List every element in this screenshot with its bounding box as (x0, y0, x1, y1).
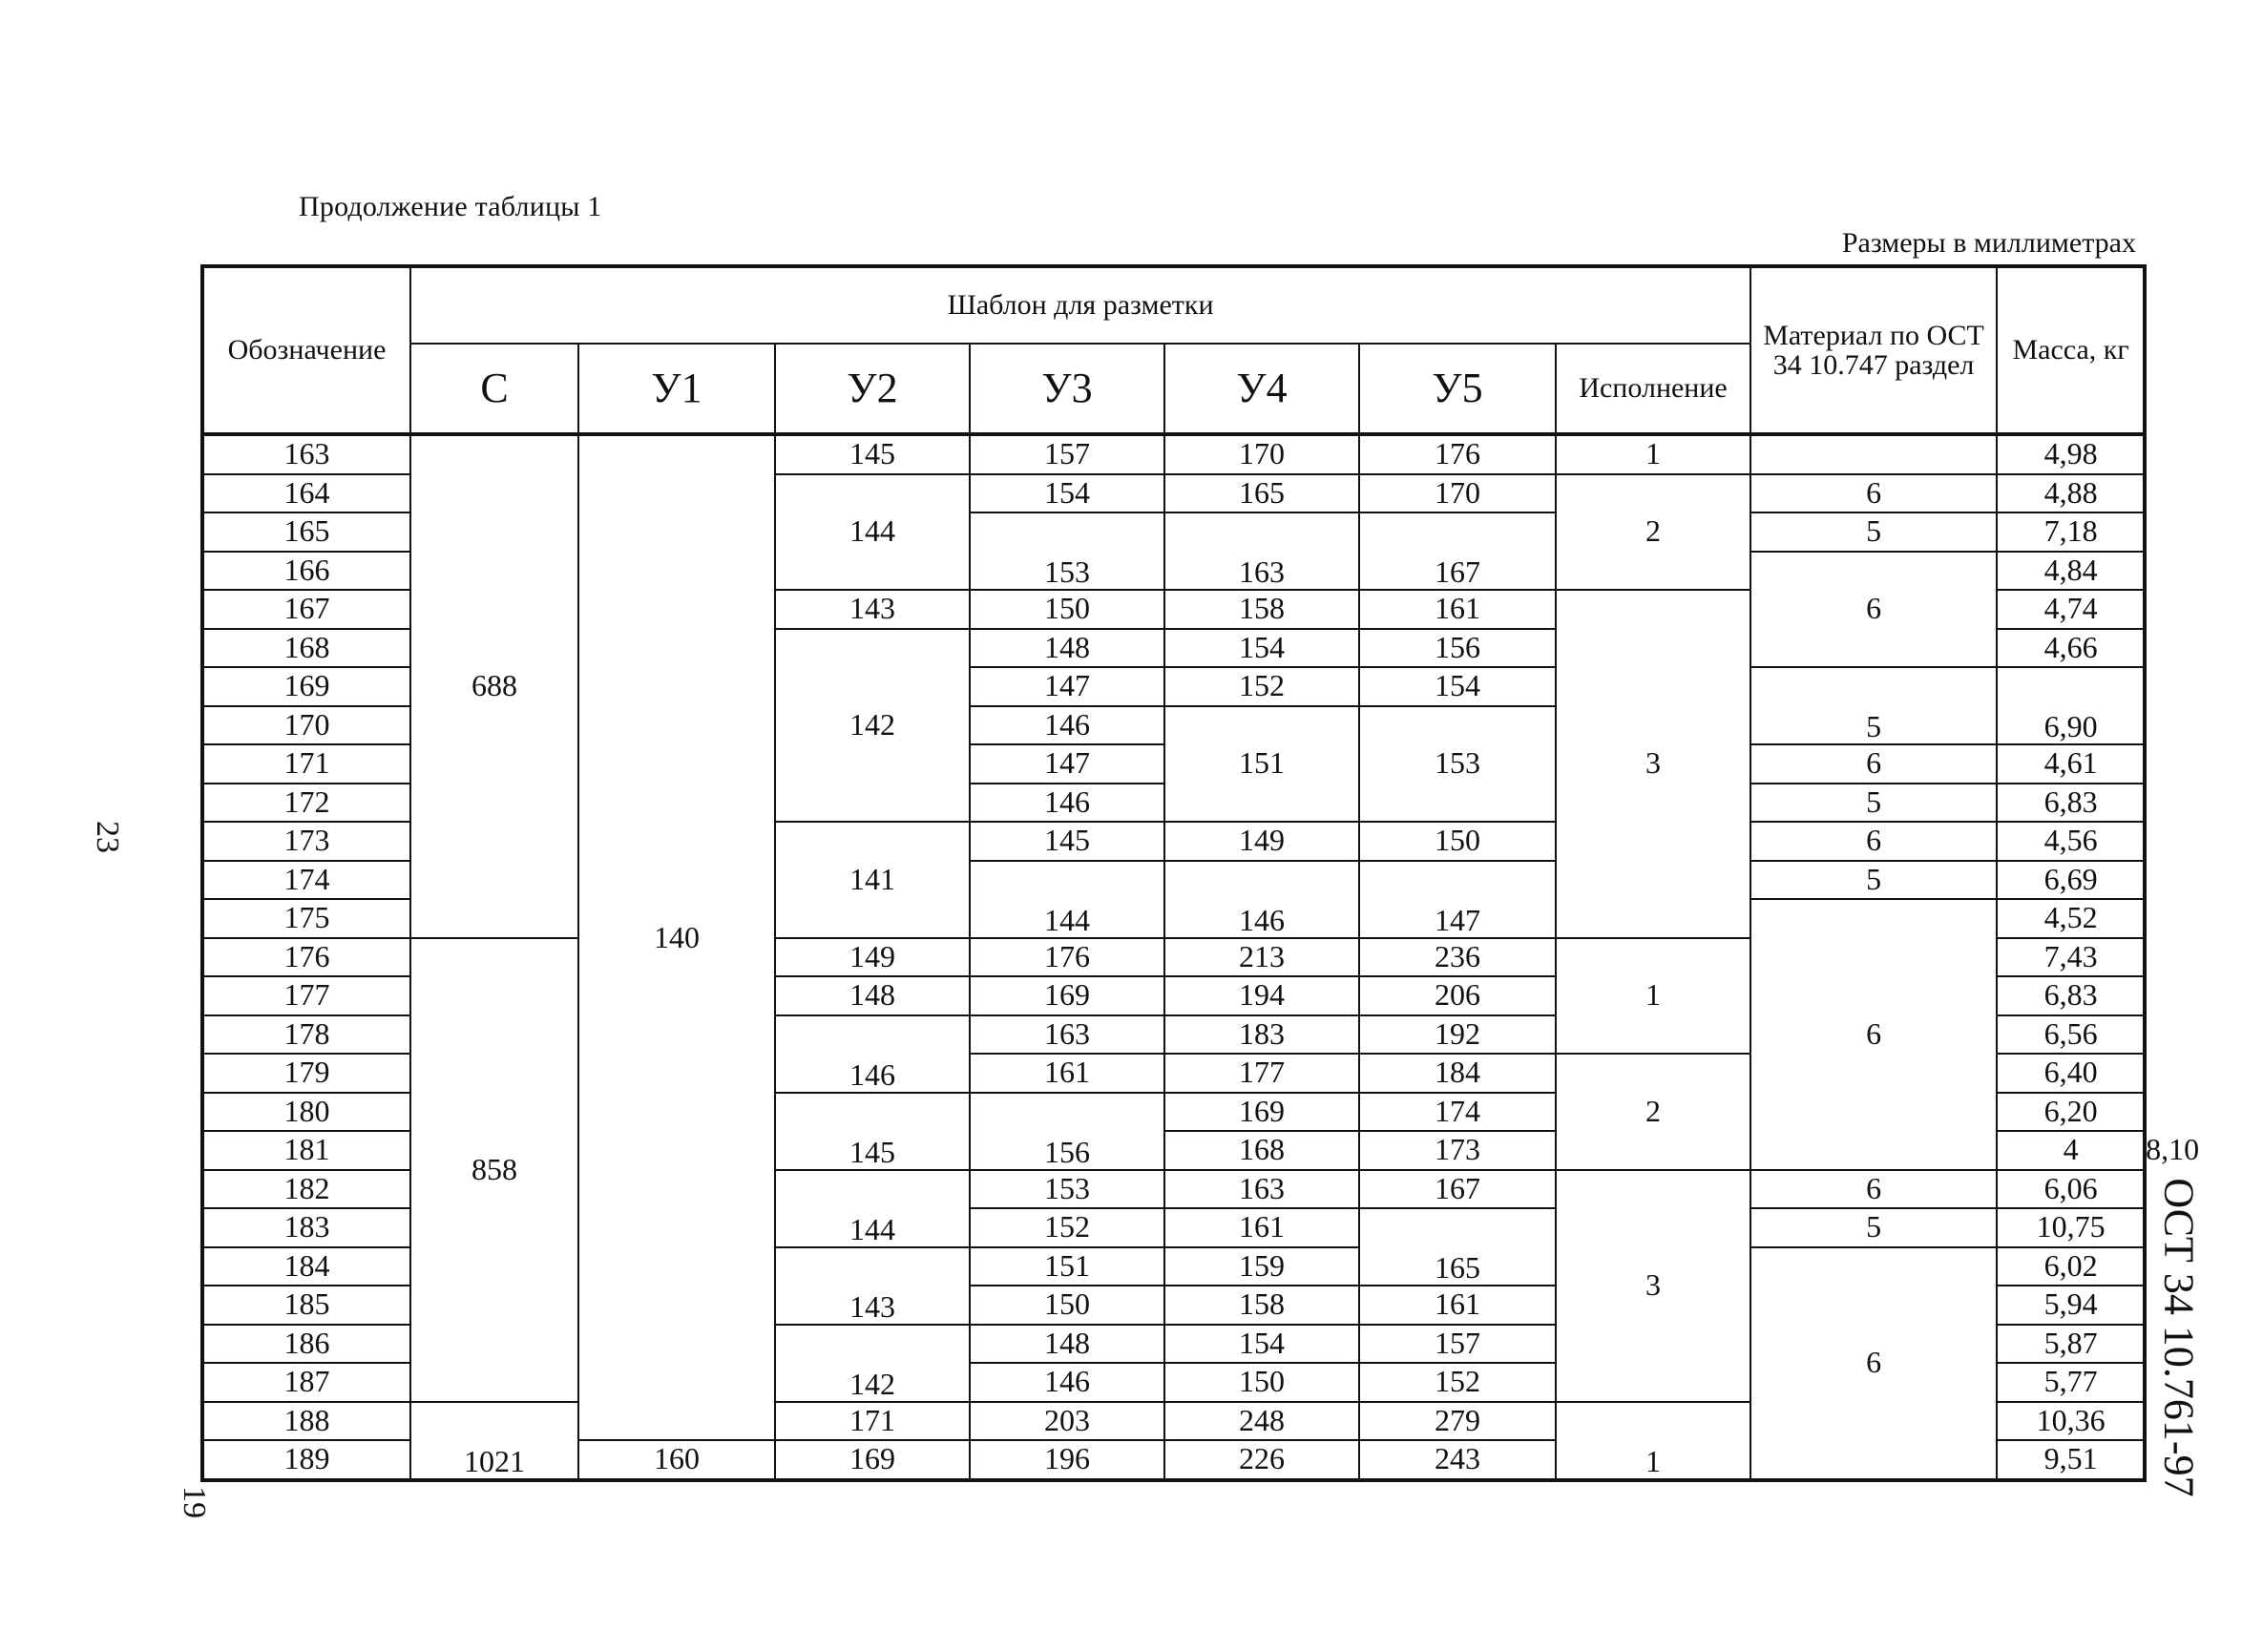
cell-mass: 4,84 (1997, 552, 2145, 591)
cell-y3: 146 (970, 706, 1164, 745)
cell-y3: 146 (970, 1363, 1164, 1402)
cell-y5: 192 (1359, 1015, 1556, 1055)
cell-y4: 170 (1164, 434, 1359, 474)
cell-y3: 169 (970, 976, 1164, 1015)
header-template-group: Шаблон для разметки (410, 266, 1750, 344)
cell-mass: 7,18 (1997, 512, 2145, 552)
cell-mass: 4,52 (1997, 899, 2145, 938)
cell-y2: 141 (775, 822, 970, 938)
cell-y4: 194 (1164, 976, 1359, 1015)
header-y3: У3 (970, 344, 1164, 434)
cell-y4: 168 (1164, 1131, 1359, 1170)
cell-y2: 149 (775, 938, 970, 977)
cell-y2: 145 (775, 434, 970, 474)
cell-designation: 176 (202, 938, 410, 977)
cell-material: 5 (1750, 512, 1997, 552)
cell-c: 858 (410, 938, 578, 1402)
cell-y1: 160 (578, 1440, 775, 1480)
cell-mass: 4,66 (1997, 629, 2145, 668)
cell-y3: 203 (970, 1402, 1164, 1441)
cell-y5: 161 (1359, 590, 1556, 629)
cell-y4: 150 (1164, 1363, 1359, 1402)
cell-designation: 175 (202, 899, 410, 938)
cell-y5: 279 (1359, 1402, 1556, 1441)
cell-y5: 167 (1359, 512, 1556, 590)
cell-y3: 147 (970, 744, 1164, 784)
cell-y5: 157 (1359, 1325, 1556, 1364)
cell-y5: 173 (1359, 1131, 1556, 1170)
page-number-left: 23 (90, 821, 125, 853)
cell-designation: 186 (202, 1325, 410, 1364)
cell-y2: 146 (775, 1015, 970, 1093)
cell-y3: 150 (970, 590, 1164, 629)
cell-mass: 6,83 (1997, 976, 2145, 1015)
cell-mass: 7,43 (1997, 938, 2145, 977)
cell-y5: 176 (1359, 434, 1556, 474)
cell-designation: 173 (202, 822, 410, 861)
cell-designation: 172 (202, 784, 410, 823)
cell-y3: 161 (970, 1054, 1164, 1093)
cell-mass: 4,74 (1997, 590, 2145, 629)
cell-mass: 5,77 (1997, 1363, 2145, 1402)
cell-designation: 179 (202, 1054, 410, 1093)
header-c: С (410, 344, 578, 434)
cell-mass: 6,40 (1997, 1054, 2145, 1093)
cell-y5: 236 (1359, 938, 1556, 977)
cell-y4: 169 (1164, 1093, 1359, 1132)
cell-y2: 145 (775, 1093, 970, 1170)
table-row (202, 434, 2145, 474)
cell-designation: 177 (202, 976, 410, 1015)
cell-y2: 144 (775, 474, 970, 591)
cell-y4: 248 (1164, 1402, 1359, 1441)
cell-designation: 169 (202, 667, 410, 706)
header-y2: У2 (775, 344, 970, 434)
cell-y2: 142 (775, 629, 970, 823)
cell-designation: 185 (202, 1286, 410, 1325)
cell-material: 6 (1750, 744, 1997, 784)
cell-y5: 153 (1359, 706, 1556, 823)
cell-execution: 2 (1556, 474, 1750, 591)
cell-designation: 187 (202, 1363, 410, 1402)
cell-c: 1021 (410, 1402, 578, 1480)
cell-y2: 171 (775, 1402, 970, 1441)
cell-y3: 154 (970, 474, 1164, 513)
cell-mass: 6,02 (1997, 1247, 2145, 1286)
cell-y4: 161 (1164, 1208, 1359, 1247)
table-caption: Продолжение таблицы 1 (299, 191, 602, 222)
cell-execution: 2 (1556, 1054, 1750, 1170)
cell-material (1750, 434, 1997, 474)
cell-y4: 226 (1164, 1440, 1359, 1480)
header-designation: Обозначение (202, 266, 410, 434)
cell-material: 6 (1750, 822, 1997, 861)
cell-designation: 164 (202, 474, 410, 513)
cell-designation: 170 (202, 706, 410, 745)
cell-y3: 148 (970, 629, 1164, 668)
cell-y3: 146 (970, 784, 1164, 823)
cell-designation: 171 (202, 744, 410, 784)
cell-designation: 167 (202, 590, 410, 629)
cell-mass: 4,56 (1997, 822, 2145, 861)
cell-execution: 1 (1556, 938, 1750, 1055)
cell-y1: 140 (578, 434, 775, 1440)
cell-execution: 3 (1556, 1170, 1750, 1402)
cell-material: 6 (1750, 1247, 1997, 1480)
cell-y5: 161 (1359, 1286, 1556, 1325)
cell-y3: 152 (970, 1208, 1164, 1247)
cell-designation: 180 (202, 1093, 410, 1132)
cell-y2: 142 (775, 1325, 970, 1402)
cell-material: 5 (1750, 861, 1997, 900)
cell-designation: 168 (202, 629, 410, 668)
cell-designation: 189 (202, 1440, 410, 1480)
cell-y4: 183 (1164, 1015, 1359, 1055)
cell-designation: 184 (202, 1247, 410, 1286)
cell-y4: 152 (1164, 667, 1359, 706)
cell-designation: 166 (202, 552, 410, 591)
header-mass: Масса, кг (1997, 266, 2145, 434)
cell-y4: 159 (1164, 1247, 1359, 1286)
cell-mass: 4,61 (1997, 744, 2145, 784)
cell-y5: 152 (1359, 1363, 1556, 1402)
cell-y5: 170 (1359, 474, 1556, 513)
cell-mass: 6,06 (1997, 1170, 2145, 1209)
cell-y5: 154 (1359, 667, 1556, 706)
table-row: 181 168 173 4 8,10 (202, 1131, 2145, 1170)
cell-y4: 177 (1164, 1054, 1359, 1093)
cell-mass: 4,88 (1997, 474, 2145, 513)
cell-mass: 6,83 (1997, 784, 2145, 823)
cell-y4: 151 (1164, 706, 1359, 823)
cell-y4: 158 (1164, 590, 1359, 629)
cell-y4: 213 (1164, 938, 1359, 977)
cell-mass: 6,20 (1997, 1093, 2145, 1132)
cell-material: 6 (1750, 1170, 1997, 1209)
units-note: Размеры в миллиметрах (1841, 227, 2136, 259)
cell-y4: 158 (1164, 1286, 1359, 1325)
cell-mass: 10,75 (1997, 1208, 2145, 1247)
cell-y4: 163 (1164, 512, 1359, 590)
cell-c: 688 (410, 434, 578, 938)
cell-mass: 5,87 (1997, 1325, 2145, 1364)
cell-mass: 6,56 (1997, 1015, 2145, 1055)
cell-y4: 165 (1164, 474, 1359, 513)
cell-y3: 163 (970, 1015, 1164, 1055)
cell-designation: 174 (202, 861, 410, 900)
cell-y3: 148 (970, 1325, 1164, 1364)
cell-y4: 149 (1164, 822, 1359, 861)
cell-y5: 243 (1359, 1440, 1556, 1480)
cell-designation: 188 (202, 1402, 410, 1441)
cell-y2: 143 (775, 1247, 970, 1325)
cell-y5: 174 (1359, 1093, 1556, 1132)
cell-y3: 156 (970, 1093, 1164, 1170)
cell-designation: 163 (202, 434, 410, 474)
cell-designation: 183 (202, 1208, 410, 1247)
cell-y3: 196 (970, 1440, 1164, 1480)
cell-material: 5 (1750, 1208, 1997, 1247)
cell-y3: 176 (970, 938, 1164, 977)
cell-y3: 150 (970, 1286, 1164, 1325)
cell-execution: 3 (1556, 590, 1750, 938)
cell-y2: 148 (775, 976, 970, 1015)
cell-designation: 178 (202, 1015, 410, 1055)
standard-code: ОСТ 34 10.761-97 (2155, 1178, 2203, 1497)
cell-y3: 144 (970, 861, 1164, 938)
page-number-bottom: 19 (177, 1486, 212, 1518)
cell-y3: 145 (970, 822, 1164, 861)
cell-mass: 6,90 (1997, 667, 2145, 744)
cell-y5: 165 (1359, 1208, 1556, 1286)
cell-designation: 182 (202, 1170, 410, 1209)
cell-y4: 146 (1164, 861, 1359, 938)
cell-material: 5 (1750, 784, 1997, 823)
cell-y5: 167 (1359, 1170, 1556, 1209)
cell-y3: 157 (970, 434, 1164, 474)
cell-mass: 4,98 (1997, 434, 2145, 474)
cell-material: 6 (1750, 552, 1997, 668)
cell-mass: 5,94 (1997, 1286, 2145, 1325)
cell-material: 6 (1750, 899, 1997, 1170)
cell-y2: 143 (775, 590, 970, 629)
cell-material: 4 (1997, 1131, 2145, 1170)
header-execution: Исполнение (1556, 344, 1750, 434)
header-y4: У4 (1164, 344, 1359, 434)
cell-y3: 147 (970, 667, 1164, 706)
header-material: Материал по ОСТ 34 10.747 раздел (1750, 266, 1997, 434)
cell-y4: 154 (1164, 629, 1359, 668)
cell-y5: 147 (1359, 861, 1556, 938)
cell-material: 6 (1750, 474, 1997, 513)
cell-y5: 150 (1359, 822, 1556, 861)
cell-execution: 1 (1556, 434, 1750, 474)
cell-designation: 181 (202, 1131, 410, 1170)
cell-y2: 144 (775, 1170, 970, 1247)
cell-y4: 163 (1164, 1170, 1359, 1209)
cell-designation: 165 (202, 512, 410, 552)
cell-material: 5 (1750, 667, 1997, 744)
cell-y3: 151 (970, 1247, 1164, 1286)
header-y1: У1 (578, 344, 775, 434)
header-y5: У5 (1359, 344, 1556, 434)
cell-mass: 10,36 (1997, 1402, 2145, 1441)
cell-y3: 153 (970, 1170, 1164, 1209)
cell-y2: 169 (775, 1440, 970, 1480)
cell-execution: 1 (1556, 1402, 1750, 1480)
cell-mass: 9,51 (1997, 1440, 2145, 1480)
cell-y4: 154 (1164, 1325, 1359, 1364)
cell-y5: 156 (1359, 629, 1556, 668)
cell-y5: 206 (1359, 976, 1556, 1015)
cell-y3: 153 (970, 512, 1164, 590)
cell-mass: 6,69 (1997, 861, 2145, 900)
cell-y5: 184 (1359, 1054, 1556, 1093)
